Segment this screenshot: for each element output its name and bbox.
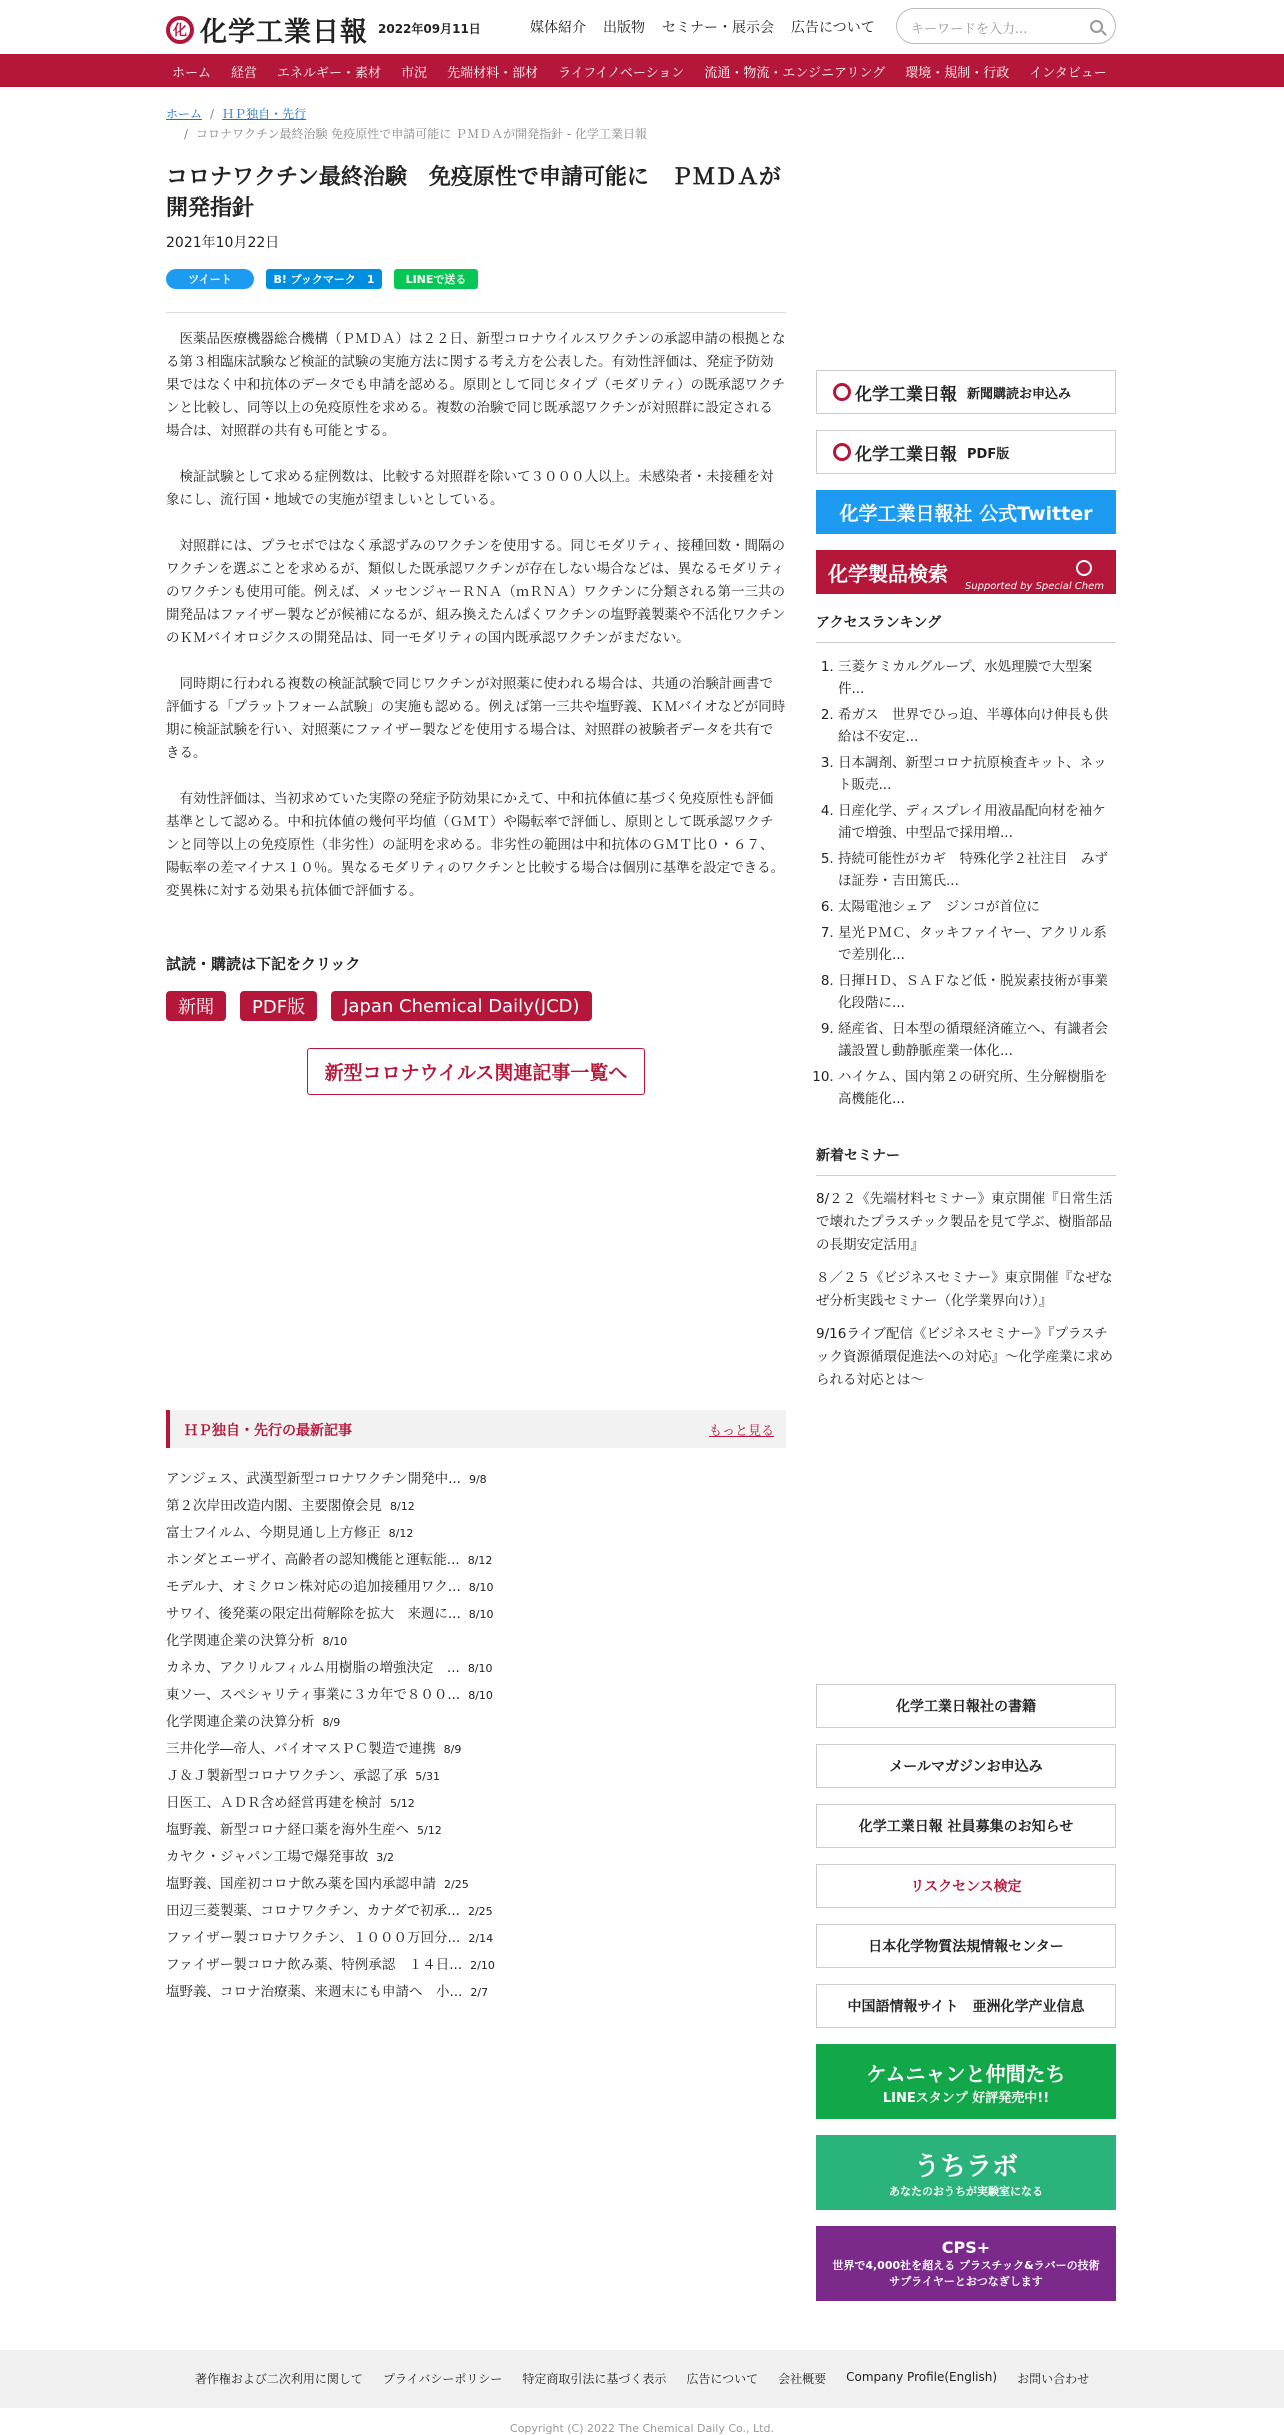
chem-search-title: 化学製品検索 <box>828 562 948 586</box>
jcd-button[interactable]: Japan Chemical Daily(JCD) <box>331 991 592 1021</box>
logo-mark: 化 <box>166 16 194 44</box>
latest-articles-list <box>166 1467 786 2007</box>
latest-article-date: 8/10 <box>322 1635 348 1648</box>
latest-article-title: モデルナ、オミクロン株対応の追加接種用ワク... <box>166 1579 461 1595</box>
latest-article-item[interactable] <box>166 1953 786 1980</box>
latest-article-item[interactable] <box>166 1899 786 1926</box>
latest-article-item[interactable] <box>166 1980 786 2007</box>
corona-articles-link[interactable]: 新型コロナウイルス関連記事一覧へ <box>307 1048 645 1095</box>
crumb-section[interactable]: ＨＰ独自・先行 <box>222 107 307 121</box>
divider <box>166 312 786 313</box>
current-date: 2022年09月11日 <box>378 22 481 36</box>
ranking-item[interactable]: 10. ハイケム、国内第２の研究所、生分解樹脂を高機能化... <box>838 1066 1116 1110</box>
risk-sense-banner[interactable]: リスクセンス検定 <box>816 1864 1116 1908</box>
cat-management[interactable]: 経営 <box>231 66 258 81</box>
latest-article-date: 8/10 <box>468 1581 494 1594</box>
ranking-item[interactable]: 3. 日本調剤、新型コロナ抗原検査キット、ネット販売... <box>838 752 1116 796</box>
seminar-heading: 新着セミナー <box>816 1145 1116 1176</box>
latest-article-item[interactable] <box>166 1467 786 1494</box>
latest-article-date: 8/10 <box>468 1689 493 1702</box>
banner-subtitle: あなたのおうちが実験室になる <box>889 2185 1043 2198</box>
ranking-item[interactable]: 7. 星光ＰＭＣ、タッキファイヤー、アクリル系で差別化... <box>838 922 1116 966</box>
latest-article-title: 化学関連企業の決算分析 <box>166 1714 315 1730</box>
latest-article-item[interactable] <box>166 1872 786 1899</box>
footer-link[interactable]: お問い合わせ <box>1017 2372 1090 2386</box>
site-header <box>0 0 1284 54</box>
cat-home[interactable]: ホーム <box>172 66 212 81</box>
latest-article-title: 東ソー、スペシャリティ事業に３カ年で８００... <box>166 1687 461 1703</box>
china-info-banner[interactable]: 中国語情報サイト 亜洲化学产业信息 <box>816 1984 1116 2028</box>
books-banner[interactable]: 化学工業日報社の書籍 <box>816 1684 1116 1728</box>
latest-article-item[interactable] <box>166 1845 786 1872</box>
latest-article-title: カネカ、アクリルフィルム用樹脂の増強決定 ... <box>166 1660 460 1676</box>
latest-article-item[interactable] <box>166 1791 786 1818</box>
latest-article-date: 3/2 <box>376 1851 394 1864</box>
banner-subtitle: LINEスタンプ 好評発売中!! <box>882 2090 1050 2106</box>
footer-link[interactable]: プライバシーポリシー <box>382 2372 503 2386</box>
latest-article-date: 2/14 <box>468 1932 494 1945</box>
latest-article-date: 8/10 <box>467 1662 493 1675</box>
latest-article-date: 2/25 <box>467 1905 493 1918</box>
seminar-item[interactable]: 8/２２《先端材料セミナー》東京開催『日常生活で壊れたプラスチック製品を見て学ぶ、樹脂部品の長期安定活用』 <box>816 1191 1113 1253</box>
latest-article-item[interactable] <box>166 1548 786 1575</box>
cps-banner[interactable] <box>816 2226 1116 2301</box>
latest-article-item[interactable] <box>166 1710 786 1737</box>
ranking-item[interactable]: 2. 希ガス 世界でひっ迫、半導体向け伸長も供給は不安定... <box>838 704 1116 748</box>
cat-market[interactable]: 市況 <box>401 66 428 81</box>
footer-link[interactable]: 特定商取引法に基づく表示 <box>522 2372 667 2386</box>
nav-publications[interactable]: 出版物 <box>603 20 645 36</box>
latest-article-date: 8/12 <box>467 1554 493 1567</box>
copyright: Copyright (C) 2022 The Chemical Daily Co., Ltd. <box>510 2422 774 2435</box>
seminar-item[interactable]: 9/16ライブ配信《ビジネスセミナー》『プラスチック資源循環促進法への対応』～化学産業に求められる対応とは～ <box>816 1326 1113 1388</box>
crumb-current: コロナワクチン最終治験 免疫原性で申請可能に ＰＭＤＡが開発指針 - 化学工業日報 <box>196 127 648 141</box>
article-paragraph: 有効性評価は、当初求めていた実際の発症予防効果にかえて、中和抗体値に基づく免疫原性も評価基準として認める。中和抗体値の幾何平均値（ＧＭＴ）や陽転率で評価し、原則として既承認ワクチンと同等以上の免疫原性（非劣性）の証明を求める。非劣性の範囲は中和抗体のＧＭＴ比０・６７、陽転率の差マイナス１０％。異なるモダリティのワクチンと比較する場合は個別に基準を設定できる。変異株に対する効果も抗体価で評価する。 <box>166 791 785 899</box>
footer-link[interactable]: 広告について <box>686 2372 759 2386</box>
latest-article-item[interactable] <box>166 1818 786 1845</box>
latest-article-title: 富士フイルム、今期見通し上方修正 <box>166 1525 381 1541</box>
latest-article-title: 三井化学―帝人、バイオマスＰＣ製造で連携 <box>166 1741 436 1757</box>
latest-article-title: アンジェス、武漢型新型コロナワクチン開発中... <box>166 1471 461 1487</box>
latest-article-title: 第２次岸田改造内閣、主要閣僚会見 <box>166 1498 382 1514</box>
latest-article-item[interactable] <box>166 1494 786 1521</box>
nav-advertising[interactable]: 広告について <box>791 20 875 36</box>
latest-article-date: 8/12 <box>388 1527 414 1540</box>
cat-life[interactable]: ライフイノベーション <box>558 66 685 81</box>
latest-article-date: 8/9 <box>322 1716 341 1729</box>
article-date: 2021年10月22日 <box>166 235 280 251</box>
footer-link[interactable]: 著作権および二次利用に関して <box>194 2372 363 2386</box>
mail-magazine-banner[interactable]: メールマガジンお申込み <box>816 1744 1116 1788</box>
seminar-section <box>816 1145 1116 1176</box>
seminar-item[interactable]: ８／２５《ビジネスセミナー》東京開催『なぜなぜ分析実践セミナー（化学業界向け）』 <box>816 1270 1113 1309</box>
recruit-banner[interactable]: 化学工業日報 社員募集のお知らせ <box>816 1804 1116 1848</box>
latest-article-title: 塩野義、コロナ治療薬、来週末にも申請へ 小... <box>166 1984 463 2000</box>
latest-article-date: 8/10 <box>468 1608 494 1621</box>
latest-article-date: 8/9 <box>443 1743 462 1756</box>
latest-article-item[interactable] <box>166 1656 786 1683</box>
hatena-bookmark-button[interactable]: B! ブックマーク 1 <box>266 269 382 289</box>
footer-links <box>0 2370 1284 2387</box>
line-share-button[interactable]: LINEで送る <box>394 269 478 289</box>
ranking-item[interactable]: 6. 太陽電池シェア ジンコが首位に <box>838 896 1116 918</box>
ranking-heading: アクセスランキング <box>816 612 1116 643</box>
site-logo[interactable] <box>166 10 368 49</box>
latest-article-date: 2/7 <box>470 1986 489 1999</box>
subscribe-label: 試読・購読は下記をクリック <box>166 955 361 973</box>
pdf-button[interactable]: PDF版 <box>240 991 317 1021</box>
latest-article-title: サワイ、後発薬の限定出荷解除を拡大 来週に... <box>166 1606 461 1622</box>
latest-article-title: ファイザー製コロナ飲み薬、特例承認 １４日... <box>166 1957 463 1973</box>
banner-label: 新聞購読お申込み <box>967 386 1072 402</box>
banner-brand: 化学工業日報 <box>855 384 957 405</box>
latest-article-title: 田辺三菱製薬、コロナワクチン、カナダで初承... <box>166 1903 460 1919</box>
sidebar <box>816 370 1116 643</box>
nav-seminars[interactable]: セミナー・展示会 <box>662 20 774 36</box>
latest-article-title: Ｊ＆Ｊ製新型コロナワクチン、承認了承 <box>166 1768 408 1784</box>
latest-article-title: 塩野義、国産初コロナ飲み薬を国内承認申請 <box>166 1876 436 1892</box>
latest-article-date: 9/8 <box>468 1473 487 1486</box>
latest-article-item[interactable] <box>166 1764 786 1791</box>
cat-environment[interactable]: 環境・規制・行政 <box>905 66 1010 81</box>
latest-article-title: カヤク・ジャパン工場で爆発事故 <box>166 1849 369 1865</box>
latest-articles-header <box>166 1410 786 1448</box>
regulatory-center-banner[interactable]: 日本化学物質法規情報センター <box>816 1924 1116 1968</box>
breadcrumb: ホーム / ＨＰ独自・先行 / コロナワクチン最終治験 免疫原性で申請可能に ＰＭＤＡが開発指針 - 化学工業日報 <box>166 107 648 141</box>
search-placeholder: キーワードを入力... <box>911 22 1028 37</box>
latest-article-item[interactable] <box>166 1926 786 1953</box>
latest-article-title: 日医工、ＡＤＲ含め経営再建を検討 <box>166 1795 382 1811</box>
search-input[interactable] <box>896 8 1116 44</box>
article-paragraph: 対照群には、プラセボではなく承認ずみのワクチンを使用する。同じモダリティ、接種回数・間隔のワクチンを選ぶことを求めるが、類似した既承認ワクチンが存在しない場合などは、異なるモダリティのワクチンも使用可能。例えば、メッセンジャーＲＮＡ（ｍＲＮＡ）ワクチンに分類される第一三共の開発品はファイザー製などが候補になるが、組み換えたんぱくワクチンの塩野義製薬や不活化ワクチンのＫＭバイオロジクスの開発品は、同一モダリティの国内既承認ワクチンがまだない。 <box>166 538 786 646</box>
tweet-button[interactable]: ツイート <box>166 269 254 289</box>
article-paragraph: 医薬品医療機器総合機構（ＰＭＤＡ）は２２日、新型コロナウイルスワクチンの承認申請の根拠となる第３相臨床試験など検証的試験の実施方法に関する考え方を公表した。有効性評価は、発症予防効果ではなく中和抗体のデータでも申請を認める。原則として同じタイプ（モダリティ）の既承認ワクチンと比較し、同等以上の免疫原性を求める。複数の治験で同じ既承認ワクチンが対照群に設定される場合は、対照群の共有も可能とする。 <box>166 331 786 439</box>
logo-mark-icon <box>833 443 851 461</box>
latest-article-title: ホンダとエーザイ、高齢者の認知機能と運転能... <box>166 1552 460 1568</box>
banner-brand: 化学工業日報 <box>855 444 957 465</box>
latest-article-item[interactable] <box>166 1737 786 1764</box>
banner-title: CPS+ <box>941 2238 991 2257</box>
footer-link[interactable]: Company Profile(English) <box>846 2370 998 2384</box>
banner-list <box>816 1684 1116 2317</box>
latest-article-title: 塩野義、新型コロナ経口薬を海外生産へ <box>166 1822 409 1838</box>
latest-article-date: 2/25 <box>444 1878 469 1891</box>
chem-search-sub: Supported by Special Chem <box>964 581 1104 592</box>
cat-logistics[interactable]: 流通・物流・エンジニアリング <box>704 66 886 81</box>
article-title: コロナワクチン最終治験 免疫原性で申請可能に ＰＭＤＡが開発指針 <box>166 165 781 221</box>
banner-title: ケムニャンと仲間たち <box>866 2061 1066 2086</box>
subscribe-buttons <box>166 991 592 1021</box>
latest-article-item[interactable] <box>166 1629 786 1656</box>
ranking-item[interactable]: 9. 経産省、日本型の循環経済確立へ、有識者会議設置し動静脈産業一体化... <box>838 1018 1116 1062</box>
latest-article-item[interactable] <box>166 1602 786 1629</box>
chem-search-banner[interactable] <box>816 550 1116 594</box>
category-nav <box>0 54 1284 87</box>
ranking-list <box>816 656 1116 1114</box>
article-body <box>166 328 786 926</box>
cat-interview[interactable]: インタビュー <box>1029 66 1107 81</box>
latest-article-date: 2/10 <box>470 1959 495 1972</box>
search-icon <box>1076 560 1092 576</box>
pdf-banner[interactable] <box>816 430 1116 474</box>
seminar-list <box>816 1188 1116 1402</box>
latest-article-item[interactable] <box>166 1575 786 1602</box>
latest-article-date: 5/31 <box>415 1770 440 1783</box>
latest-article-date: 8/12 <box>390 1500 415 1513</box>
ranking-item[interactable]: 1. 三菱ケミカルグループ、水処理膜で大型案件... <box>838 656 1116 700</box>
crumb-home[interactable]: ホーム <box>166 107 203 121</box>
banner-label: PDF版 <box>967 446 1010 462</box>
search-icon[interactable] <box>1090 20 1103 33</box>
subscribe-banner[interactable] <box>816 370 1116 414</box>
footer-link[interactable]: 会社概要 <box>778 2372 827 2386</box>
newspaper-button[interactable]: 新聞 <box>166 991 226 1021</box>
article-paragraph: 同時期に行われる複数の検証試験で同じワクチンが対照薬に使われる場合は、共通の治験計画書で評価する「プラットフォーム試験」の実施も認める。例えば第一三共や塩野義、ＫＭバイオなどが同時期に検証試験を行い、対照薬にファイザー製などを使用する場合は、対照群の被験者データを共有できる。 <box>166 676 786 761</box>
twitter-banner[interactable]: 化学工業日報社 公式Twitter <box>816 490 1116 534</box>
banner-subtitle: 世界で4,000社を超える プラスチック&ラバーの技術サプライヤーとおつなぎします <box>832 2259 1100 2288</box>
logo-mark-icon <box>833 383 851 401</box>
cat-energy[interactable]: エネルギー・素材 <box>277 66 382 81</box>
latest-article-item[interactable] <box>166 1683 786 1710</box>
more-link[interactable]: もっと見る <box>708 1424 774 1439</box>
ranking-item[interactable]: 5. 持続可能性がカギ 特殊化学２社注目 みずほ証券・吉田篤氏... <box>838 848 1116 892</box>
nav-media[interactable]: 媒体紹介 <box>530 20 586 36</box>
article-paragraph: 検証試験として求める症例数は、比較する対照群を除いて３０００人以上。未感染者・未接種を対象にし、流行国・地域での実施が望ましいとしている。 <box>166 469 774 508</box>
cat-advanced[interactable]: 先端材料・部材 <box>447 66 539 81</box>
latest-article-title: ファイザー製コロナワクチン、１０００万回分... <box>166 1930 461 1946</box>
latest-article-title: 化学関連企業の決算分析 <box>166 1633 315 1649</box>
banner-title: うちラボ <box>913 2152 1018 2182</box>
latest-article-date: 5/12 <box>417 1824 442 1837</box>
ranking-item[interactable]: 4. 日産化学、ディスプレイ用液晶配向材を袖ケ浦で増強、中型品で採用増... <box>838 800 1116 844</box>
line-stamp-banner[interactable] <box>816 2044 1116 2119</box>
share-buttons <box>166 269 478 289</box>
top-nav <box>530 17 875 37</box>
footer <box>0 2350 1284 2408</box>
logo-text: 化学工業日報 <box>200 17 368 48</box>
latest-article-date: 5/12 <box>390 1797 415 1810</box>
uchilabo-banner[interactable] <box>816 2135 1116 2210</box>
ranking-item[interactable]: 8. 日揮ＨＤ、ＳＡＦなど低・脱炭素技術が事業化段階に... <box>838 970 1116 1014</box>
latest-article-item[interactable] <box>166 1521 786 1548</box>
latest-heading: ＨＰ独自・先行の最新記事 <box>184 1423 352 1439</box>
